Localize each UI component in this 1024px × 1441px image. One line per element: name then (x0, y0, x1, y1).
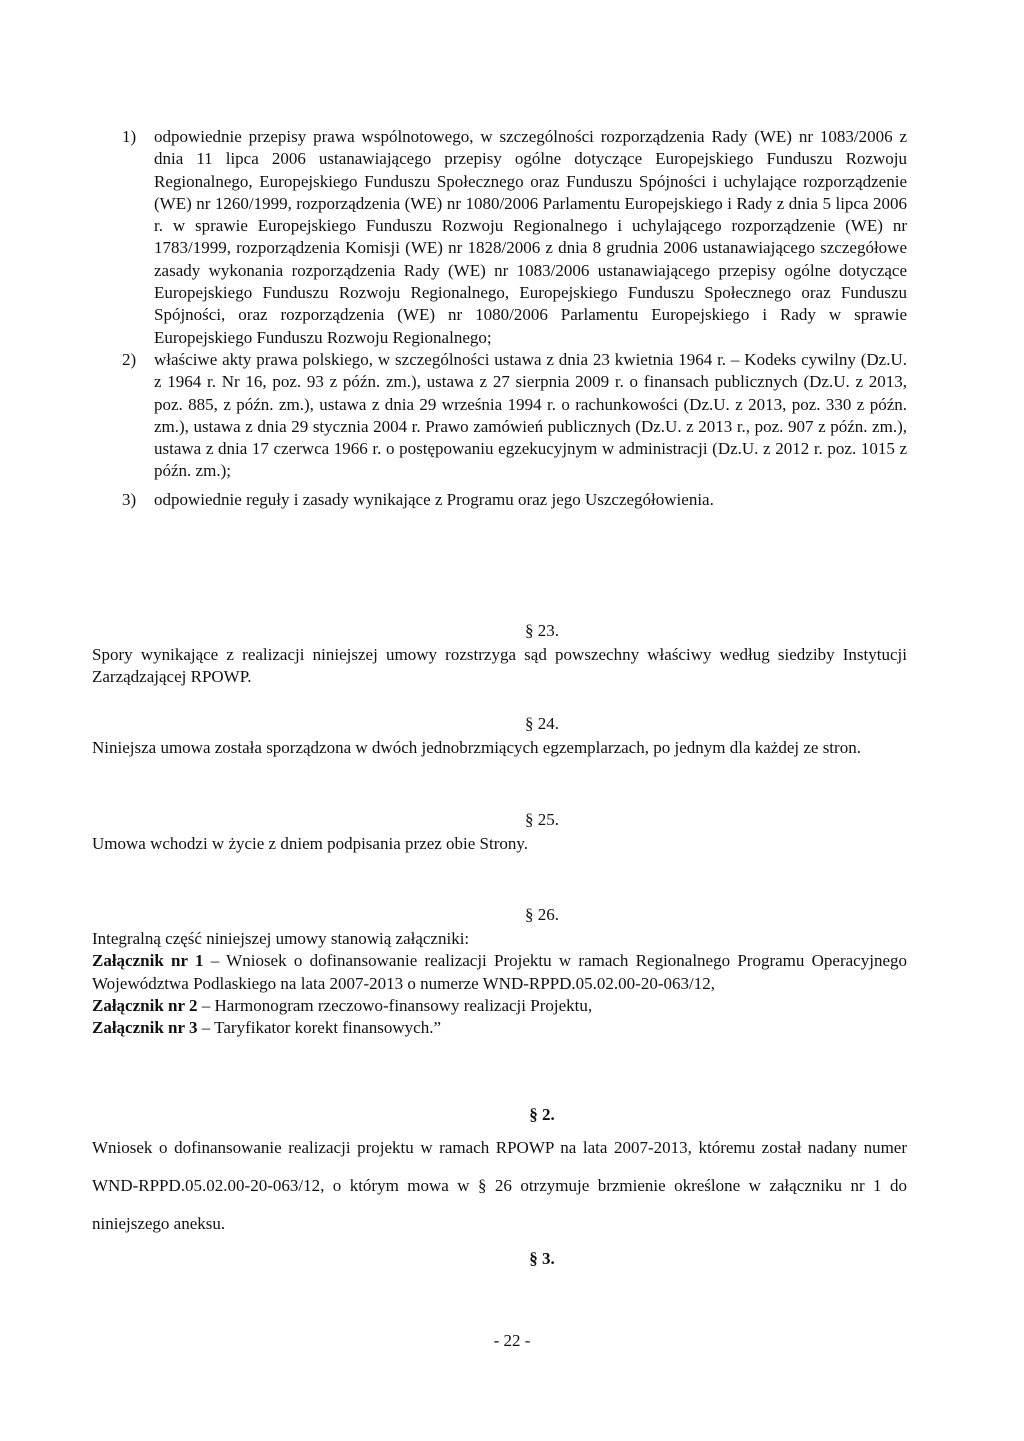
section-23-text: Spory wynikające z realizacji niniejszej umowy rozstrzyga sąd powszechny właściwy według siedziby Instytucji Zarządzającej RPOWP. (92, 645, 907, 687)
attachment-3-text: – Taryfikator korekt finansowych.” (197, 1018, 441, 1038)
list-item (122, 126, 907, 349)
attachment-2-text: – Harmonogram rzeczowo-finansowy realizacji Projektu, (197, 995, 593, 1015)
list-item (122, 489, 907, 511)
attachment-3-label: Załącznik nr 3 (92, 1018, 198, 1038)
section-2-text: Wniosek o dofinansowanie realizacji projektu w ramach RPOWP na lata 2007-2013, któremu został nadany numer WND-RPPD.05.02.00-20-063/12, o którym mowa w § 26 otrzymuje brzmienie określone w załączniku nr 1 do niniejszego aneksu. (92, 1138, 907, 1233)
list-item-number: 3) (122, 489, 137, 509)
list-item-number: 2) (122, 349, 137, 369)
section-24-text: Niniejsza umowa została sporządzona w dwóch jednobrzmiących egzemplarzach, po jednym dla każdej ze stron. (92, 738, 861, 757)
legal-basis-list (122, 126, 907, 511)
attachment-3 (92, 1017, 907, 1039)
section-3-heading: § 3. (529, 1249, 555, 1268)
attachment-1 (92, 950, 907, 995)
list-item-text: właściwe akty prawa polskiego, w szczególności ustawa z dnia 23 kwietnia 1964 r. – Kodeks cywilny (Dz.U. z 1964 r. Nr 16, poz. 93 z późn. zm.), ustawa z 27 sierpnia 2009 r. o finansach publicznych (Dz.U. z 2013, poz. 885, z późn. zm.), ustawa z dnia 29 września 1994 r. o rachunkowości (Dz.U. z 2013, poz. 330 z późn. zm.), ustawa z dnia 29 stycznia 2004 r. Prawo zamówień publicznych (Dz.U. z 2013 r., poz. 907 z późn. zm.), ustawa z dnia 17 czerwca 1966 r. o postępowaniu egzekucyjnym w administracji (Dz.U. z 2012 r. poz. 1015 z późn. zm.); (154, 349, 907, 481)
section-26-body (92, 928, 907, 1039)
section-24-heading: § 24. (525, 714, 559, 733)
attachment-1-text: – Wniosek o dofinansowanie realizacji Projektu w ramach Regionalnego Programu Operacyjnego Województwa Podlaskiego na lata 2007-2013 o numerze WND-RPPD.05.02.00-20-063/12, (92, 951, 907, 993)
attachments-intro: Integralną część niniejszej umowy stanowią załączniki: (92, 929, 470, 948)
list-item-text: odpowiednie reguły i zasady wynikające z Programu oraz jego Uszczegółowienia. (154, 489, 714, 509)
page-number: - 22 - (493, 1331, 531, 1350)
attachment-1-label: Załącznik nr 1 (92, 951, 204, 971)
list-item-text: odpowiednie przepisy prawa wspólnotowego, w szczególności rozporządzenia Rady (WE) nr 1083/2006 z dnia 11 lipca 2006 ustanawiającego przepisy ogólne dotyczące Europejskiego Funduszu Rozwoju Regionalnego, Europejskiego Funduszu Społecznego oraz Funduszu Spójności i uchylające rozporządzenie (WE) nr 1260/1999, rozporządzenia (WE) nr 1080/2006 Parlamentu Europejskiego i Rady z dnia 5 lipca 2006 r. w sprawie Europejskiego Funduszu Rozwoju Regionalnego i uchylającego rozporządzenie (WE) nr 1783/1999, rozporządzenia Komisji (WE) nr 1828/2006 z dnia 8 grudnia 2006 ustanawiającego szczegółowe zasady wykonania rozporządzenia Rady (WE) nr 1083/2006 ustanawiającego przepisy ogólne dotyczące Europejskiego Funduszu Rozwoju Regionalnego, Europejskiego Funduszu Społecznego oraz Funduszu Spójności, oraz rozporządzenia (WE) nr 1080/2006 Parlamentu Europejskiego i Rady w sprawie Europejskiego Funduszu Rozwoju Regionalnego; (154, 127, 907, 347)
list-item (122, 349, 907, 483)
section-25-text: Umowa wchodzi w życie z dniem podpisania przez obie Strony. (92, 834, 529, 853)
attachment-2-label: Załącznik nr 2 (92, 995, 198, 1015)
list-item-number: 1) (122, 127, 137, 146)
section-26-heading: § 26. (525, 905, 559, 924)
attachment-2 (92, 995, 907, 1017)
section-23-heading: § 23. (525, 621, 559, 640)
section-2-heading: § 2. (529, 1105, 555, 1124)
section-25-heading: § 25. (525, 810, 559, 829)
